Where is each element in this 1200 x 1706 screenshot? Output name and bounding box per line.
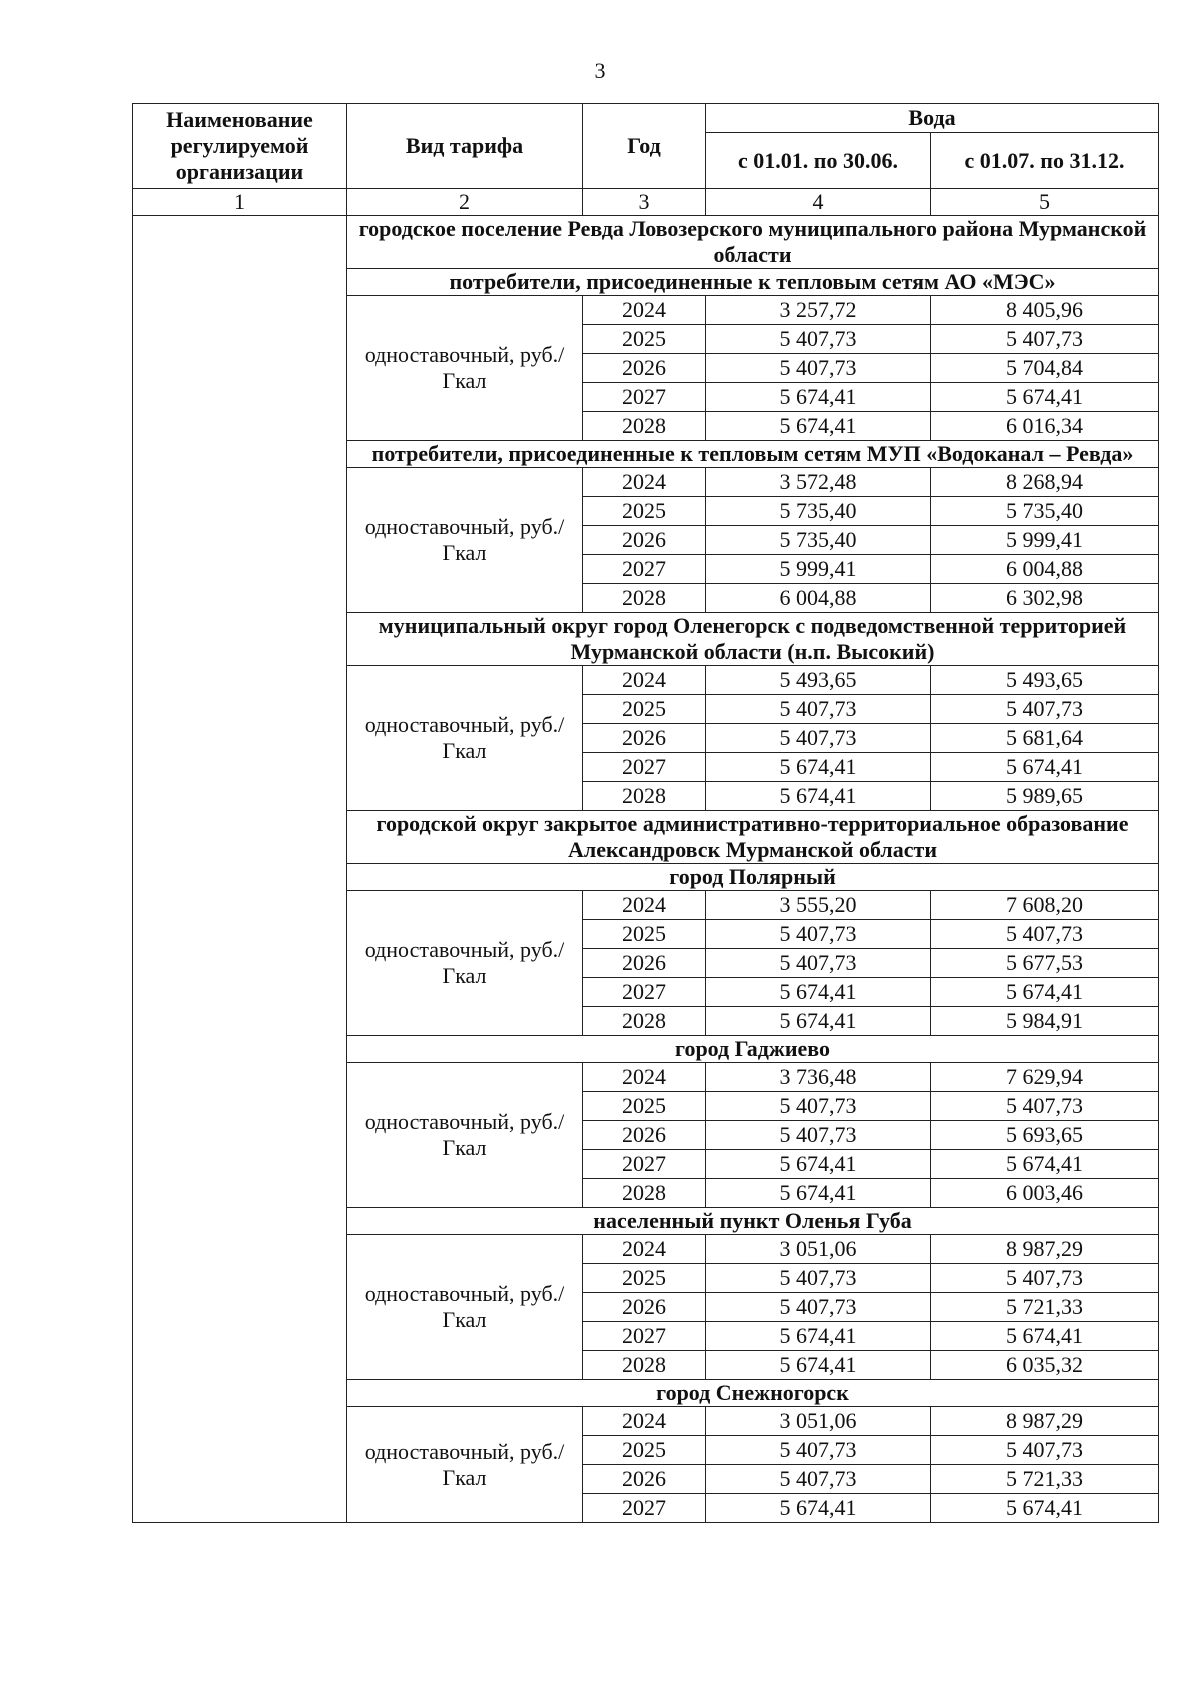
column-number: 1 <box>133 189 347 216</box>
period-2-value: 5 407,73 <box>931 325 1159 354</box>
period-1-value: 5 999,41 <box>706 555 931 584</box>
period-2-value: 5 407,73 <box>931 1264 1159 1293</box>
year-cell: 2024 <box>583 1063 706 1092</box>
period-1-value: 5 674,41 <box>706 1150 931 1179</box>
year-cell: 2027 <box>583 1322 706 1351</box>
year-cell: 2026 <box>583 1121 706 1150</box>
period-2-value: 5 674,41 <box>931 1494 1159 1523</box>
tariff-table <box>132 103 1159 1523</box>
period-2-value: 6 003,46 <box>931 1179 1159 1208</box>
period-1-value: 5 735,40 <box>706 497 931 526</box>
period-1-value: 5 674,41 <box>706 383 931 412</box>
year-cell: 2025 <box>583 695 706 724</box>
year-cell: 2025 <box>583 497 706 526</box>
period-2-value: 5 989,65 <box>931 782 1159 811</box>
period-2-value: 5 704,84 <box>931 354 1159 383</box>
year-cell: 2027 <box>583 1150 706 1179</box>
period-1-value: 5 407,73 <box>706 1436 931 1465</box>
period-1-value: 5 407,73 <box>706 695 931 724</box>
period-2-value: 8 405,96 <box>931 296 1159 325</box>
period-1-value: 3 257,72 <box>706 296 931 325</box>
tariff-type-cell: одноставочный, руб./Гкал <box>347 1063 583 1208</box>
period-2-value: 5 674,41 <box>931 1150 1159 1179</box>
period-1-value: 5 674,41 <box>706 412 931 441</box>
year-cell: 2027 <box>583 1494 706 1523</box>
period-1-value: 5 674,41 <box>706 1351 931 1380</box>
section-title: населенный пункт Оленья Губа <box>347 1208 1159 1235</box>
period-2-value: 8 268,94 <box>931 468 1159 497</box>
period-1-value: 5 735,40 <box>706 526 931 555</box>
section-title: муниципальный округ город Оленегорск с подведомственной территорией Мурманской области (н.п. Высокий) <box>347 613 1159 666</box>
period-2-value: 6 302,98 <box>931 584 1159 613</box>
period-2-value: 5 674,41 <box>931 383 1159 412</box>
period-2-value: 5 407,73 <box>931 695 1159 724</box>
period-2-value: 7 629,94 <box>931 1063 1159 1092</box>
period-2-value: 5 674,41 <box>931 753 1159 782</box>
year-cell: 2028 <box>583 412 706 441</box>
period-1-value: 5 674,41 <box>706 1322 931 1351</box>
year-cell: 2026 <box>583 526 706 555</box>
year-cell: 2025 <box>583 920 706 949</box>
tariff-type-cell: одноставочный, руб./Гкал <box>347 666 583 811</box>
year-cell: 2025 <box>583 1092 706 1121</box>
period-1-value: 5 407,73 <box>706 920 931 949</box>
period-2-value: 5 493,65 <box>931 666 1159 695</box>
year-cell: 2028 <box>583 1007 706 1036</box>
period-2-value: 6 035,32 <box>931 1351 1159 1380</box>
year-cell: 2024 <box>583 1235 706 1264</box>
period-1-value: 5 407,73 <box>706 1264 931 1293</box>
period-2-value: 5 674,41 <box>931 1322 1159 1351</box>
period-1-value: 3 051,06 <box>706 1407 931 1436</box>
period-2-value: 6 004,88 <box>931 555 1159 584</box>
year-cell: 2025 <box>583 1264 706 1293</box>
period-1-value: 5 674,41 <box>706 1007 931 1036</box>
tariff-type-cell: одноставочный, руб./Гкал <box>347 296 583 441</box>
org-name-cell <box>133 216 347 1523</box>
period-2-value: 8 987,29 <box>931 1235 1159 1264</box>
period-2-value: 5 674,41 <box>931 978 1159 1007</box>
column-number: 4 <box>706 189 931 216</box>
year-cell: 2025 <box>583 1436 706 1465</box>
section-title: городской округ закрытое административно-территориальное образование Александровск Мурманской области <box>347 811 1159 864</box>
header-year: Год <box>583 104 706 189</box>
period-2-value: 6 016,34 <box>931 412 1159 441</box>
period-2-value: 7 608,20 <box>931 891 1159 920</box>
year-cell: 2026 <box>583 354 706 383</box>
year-cell: 2026 <box>583 949 706 978</box>
period-1-value: 5 407,73 <box>706 1293 931 1322</box>
year-cell: 2027 <box>583 978 706 1007</box>
section-title: потребители, присоединенные к тепловым сетям АО «МЭС» <box>347 269 1159 296</box>
period-1-value: 5 674,41 <box>706 978 931 1007</box>
period-2-value: 5 721,33 <box>931 1293 1159 1322</box>
year-cell: 2024 <box>583 891 706 920</box>
year-cell: 2028 <box>583 1351 706 1380</box>
column-number: 3 <box>583 189 706 216</box>
year-cell: 2028 <box>583 1179 706 1208</box>
period-2-value: 5 681,64 <box>931 724 1159 753</box>
page-number: 3 <box>594 58 606 83</box>
period-1-value: 5 674,41 <box>706 1494 931 1523</box>
year-cell: 2027 <box>583 753 706 782</box>
header-org: Наименование регулируемой организации <box>133 104 347 189</box>
tariff-type-cell: одноставочный, руб./Гкал <box>347 1407 583 1523</box>
period-1-value: 5 674,41 <box>706 782 931 811</box>
year-cell: 2026 <box>583 1465 706 1494</box>
period-2-value: 8 987,29 <box>931 1407 1159 1436</box>
section-title: городское поселение Ревда Ловозерского муниципального района Мурманской области <box>347 216 1159 269</box>
section-title: город Снежногорск <box>347 1380 1159 1407</box>
tariff-type-cell: одноставочный, руб./Гкал <box>347 891 583 1036</box>
header-period-1: с 01.01. по 30.06. <box>706 133 931 189</box>
year-cell: 2027 <box>583 555 706 584</box>
period-1-value: 5 407,73 <box>706 949 931 978</box>
period-1-value: 3 736,48 <box>706 1063 931 1092</box>
period-2-value: 5 407,73 <box>931 1092 1159 1121</box>
column-number: 2 <box>347 189 583 216</box>
period-1-value: 5 407,73 <box>706 724 931 753</box>
period-2-value: 5 999,41 <box>931 526 1159 555</box>
header-water: Вода <box>706 104 1159 133</box>
period-1-value: 3 051,06 <box>706 1235 931 1264</box>
year-cell: 2026 <box>583 724 706 753</box>
period-2-value: 5 407,73 <box>931 1436 1159 1465</box>
period-1-value: 3 572,48 <box>706 468 931 497</box>
period-1-value: 6 004,88 <box>706 584 931 613</box>
year-cell: 2025 <box>583 325 706 354</box>
period-2-value: 5 721,33 <box>931 1465 1159 1494</box>
year-cell: 2028 <box>583 782 706 811</box>
period-1-value: 5 493,65 <box>706 666 931 695</box>
year-cell: 2026 <box>583 1293 706 1322</box>
tariff-type-cell: одноставочный, руб./Гкал <box>347 1235 583 1380</box>
period-1-value: 5 674,41 <box>706 1179 931 1208</box>
section-title: город Полярный <box>347 864 1159 891</box>
period-2-value: 5 984,91 <box>931 1007 1159 1036</box>
year-cell: 2027 <box>583 383 706 412</box>
period-1-value: 5 407,73 <box>706 325 931 354</box>
period-1-value: 5 407,73 <box>706 1092 931 1121</box>
tariff-body <box>133 216 1159 1523</box>
tariff-type-cell: одноставочный, руб./Гкал <box>347 468 583 613</box>
period-1-value: 5 407,73 <box>706 1121 931 1150</box>
year-cell: 2028 <box>583 584 706 613</box>
header-period-2: с 01.07. по 31.12. <box>931 133 1159 189</box>
year-cell: 2024 <box>583 1407 706 1436</box>
year-cell: 2024 <box>583 468 706 497</box>
period-2-value: 5 735,40 <box>931 497 1159 526</box>
year-cell: 2024 <box>583 296 706 325</box>
period-2-value: 5 407,73 <box>931 920 1159 949</box>
period-1-value: 3 555,20 <box>706 891 931 920</box>
header-tariff-type: Вид тарифа <box>347 104 583 189</box>
section-title: потребители, присоединенные к тепловым сетям МУП «Водоканал – Ревда» <box>347 441 1159 468</box>
period-2-value: 5 693,65 <box>931 1121 1159 1150</box>
period-1-value: 5 407,73 <box>706 1465 931 1494</box>
period-2-value: 5 677,53 <box>931 949 1159 978</box>
column-number: 5 <box>931 189 1159 216</box>
period-1-value: 5 407,73 <box>706 354 931 383</box>
period-1-value: 5 674,41 <box>706 753 931 782</box>
section-title: город Гаджиево <box>347 1036 1159 1063</box>
year-cell: 2024 <box>583 666 706 695</box>
